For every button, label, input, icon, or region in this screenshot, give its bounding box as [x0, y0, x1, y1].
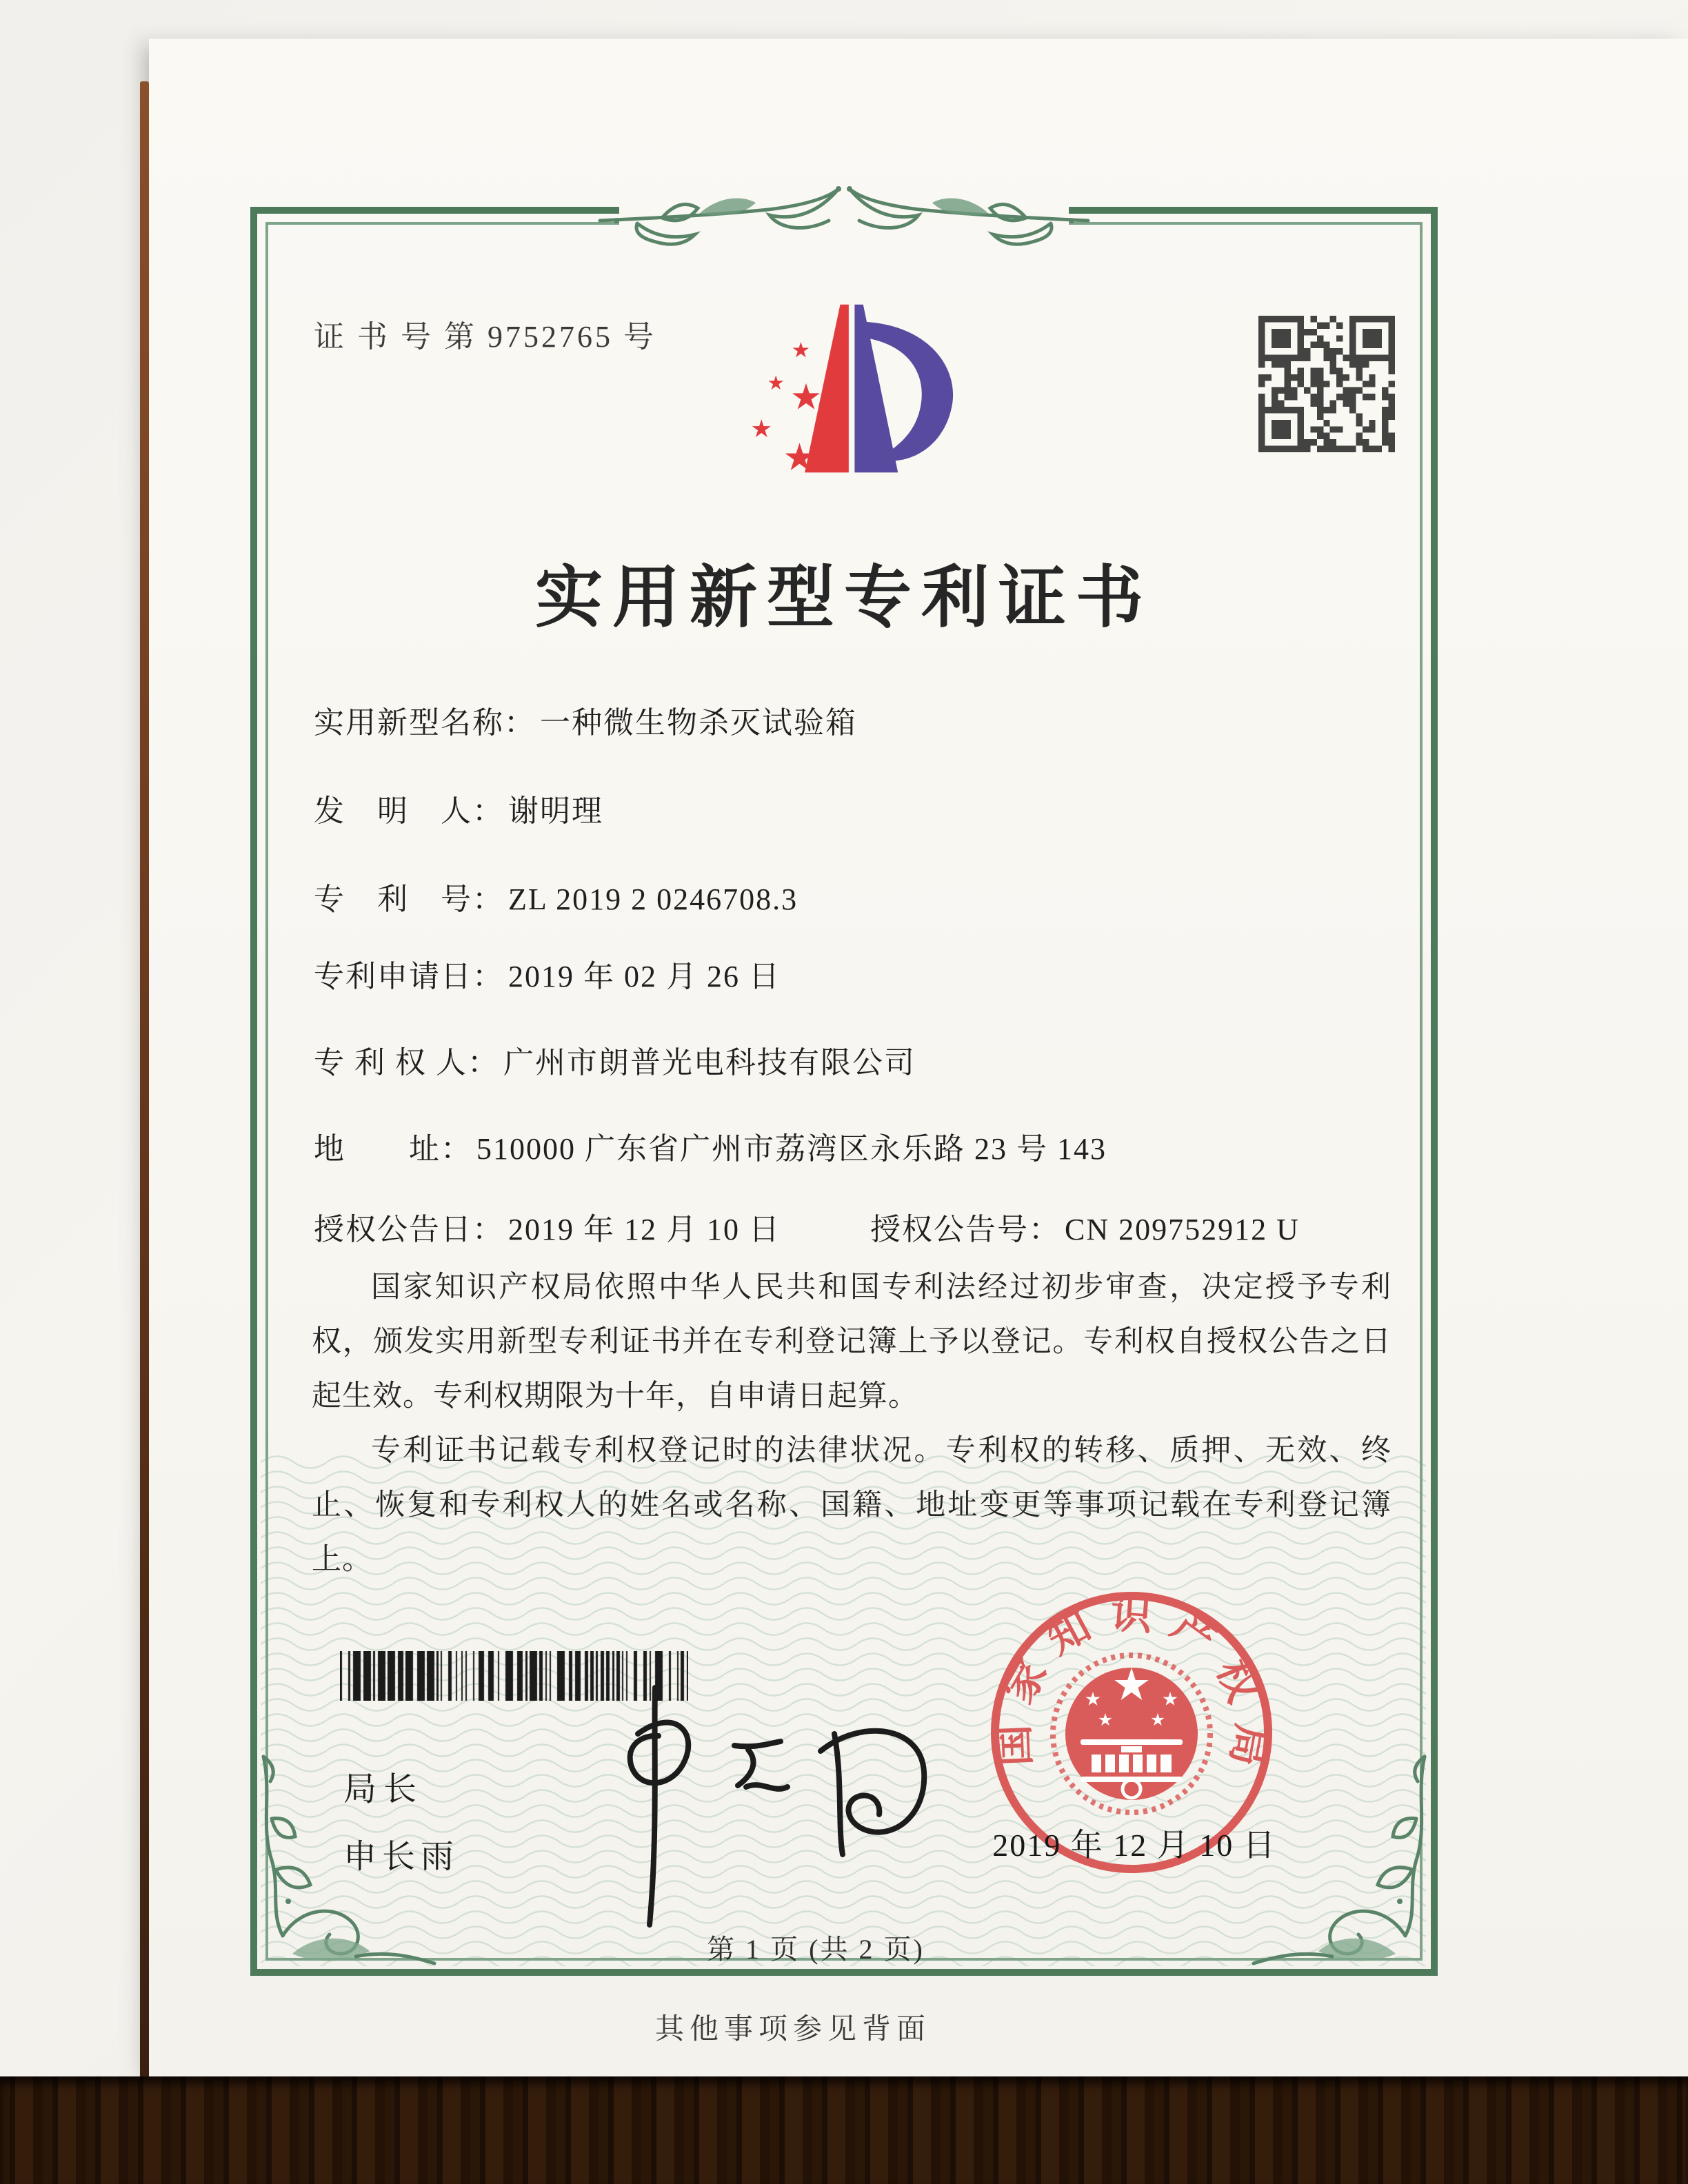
director-name: 申长雨	[343, 1839, 460, 1875]
grant-date-label: 授权公告日：	[314, 1213, 504, 1246]
seal-org-text: 国家知识产权局	[990, 1590, 1275, 1786]
legal-text	[312, 1260, 1391, 1587]
field-label: 发 明 人：	[314, 794, 504, 828]
field-value: ZL 2019 2 0246708.3	[508, 882, 798, 916]
certificate-number: 证 书 号 第 9752765 号	[314, 320, 656, 354]
field-row-filing-date	[314, 951, 781, 995]
field-row-grant	[314, 1204, 1389, 1248]
certificate-title: 实用新型专利证书	[534, 561, 1153, 636]
field-label: 地 址：	[314, 1132, 472, 1166]
director-title-label: 局长	[343, 1771, 424, 1808]
field-row-name	[314, 698, 857, 742]
page-number: 第 1 页 (共 2 页)	[707, 1934, 925, 1965]
grant-no-value: CN 209752912 U	[1065, 1213, 1300, 1246]
field-value: 2019 年 02 月 26 日	[508, 960, 781, 993]
legal-paragraph-1: 国家知识产权局依照中华人民共和国专利法经过初步审查，决定授予专利权，颁发实用新型专利证书并在专利登记簿上予以登记。专利权自授权公告之日起生效。专利权期限为十年，自申请日起算。	[312, 1271, 1391, 1413]
legal-paragraph-2: 专利证书记载专利权登记时的法律状况。专利权的转移、质押、无效、终止、恢复和专利权人的姓名或名称、国籍、地址变更等事项记载在专利登记簿上。	[312, 1435, 1391, 1576]
wood-table-background	[0, 2076, 1688, 2184]
qr-code	[1258, 316, 1395, 452]
field-value: 一种微生物杀灭试验箱	[540, 706, 857, 740]
field-label: 实用新型名称：	[314, 706, 536, 740]
field-label: 专利申请日：	[314, 960, 504, 993]
field-row-inventor	[314, 786, 603, 830]
table-edge-line	[140, 81, 149, 2082]
field-label: 专 利 权 人：	[314, 1046, 499, 1080]
grant-date-value: 2019 年 12 月 10 日	[508, 1213, 781, 1246]
field-row-patentee	[314, 1038, 916, 1082]
top-flourish-ornament	[596, 170, 1092, 266]
seal-date: 2019 年 12 月 10 日	[992, 1828, 1276, 1863]
grant-no-label: 授权公告号：	[870, 1213, 1061, 1246]
back-side-note: 其他事项参见背面	[654, 2014, 931, 2045]
field-value: 谢明理	[508, 794, 603, 828]
cnipa-patent-logo	[738, 301, 956, 491]
field-row-address	[314, 1124, 1107, 1168]
field-value: 510000 广东省广州市荔湾区永乐路 23 号 143	[476, 1132, 1107, 1166]
field-label: 专 利 号：	[314, 882, 504, 916]
director-signature	[572, 1668, 972, 1930]
field-row-patent-no	[314, 874, 798, 918]
field-value: 广州市朗普光电科技有限公司	[503, 1046, 916, 1080]
